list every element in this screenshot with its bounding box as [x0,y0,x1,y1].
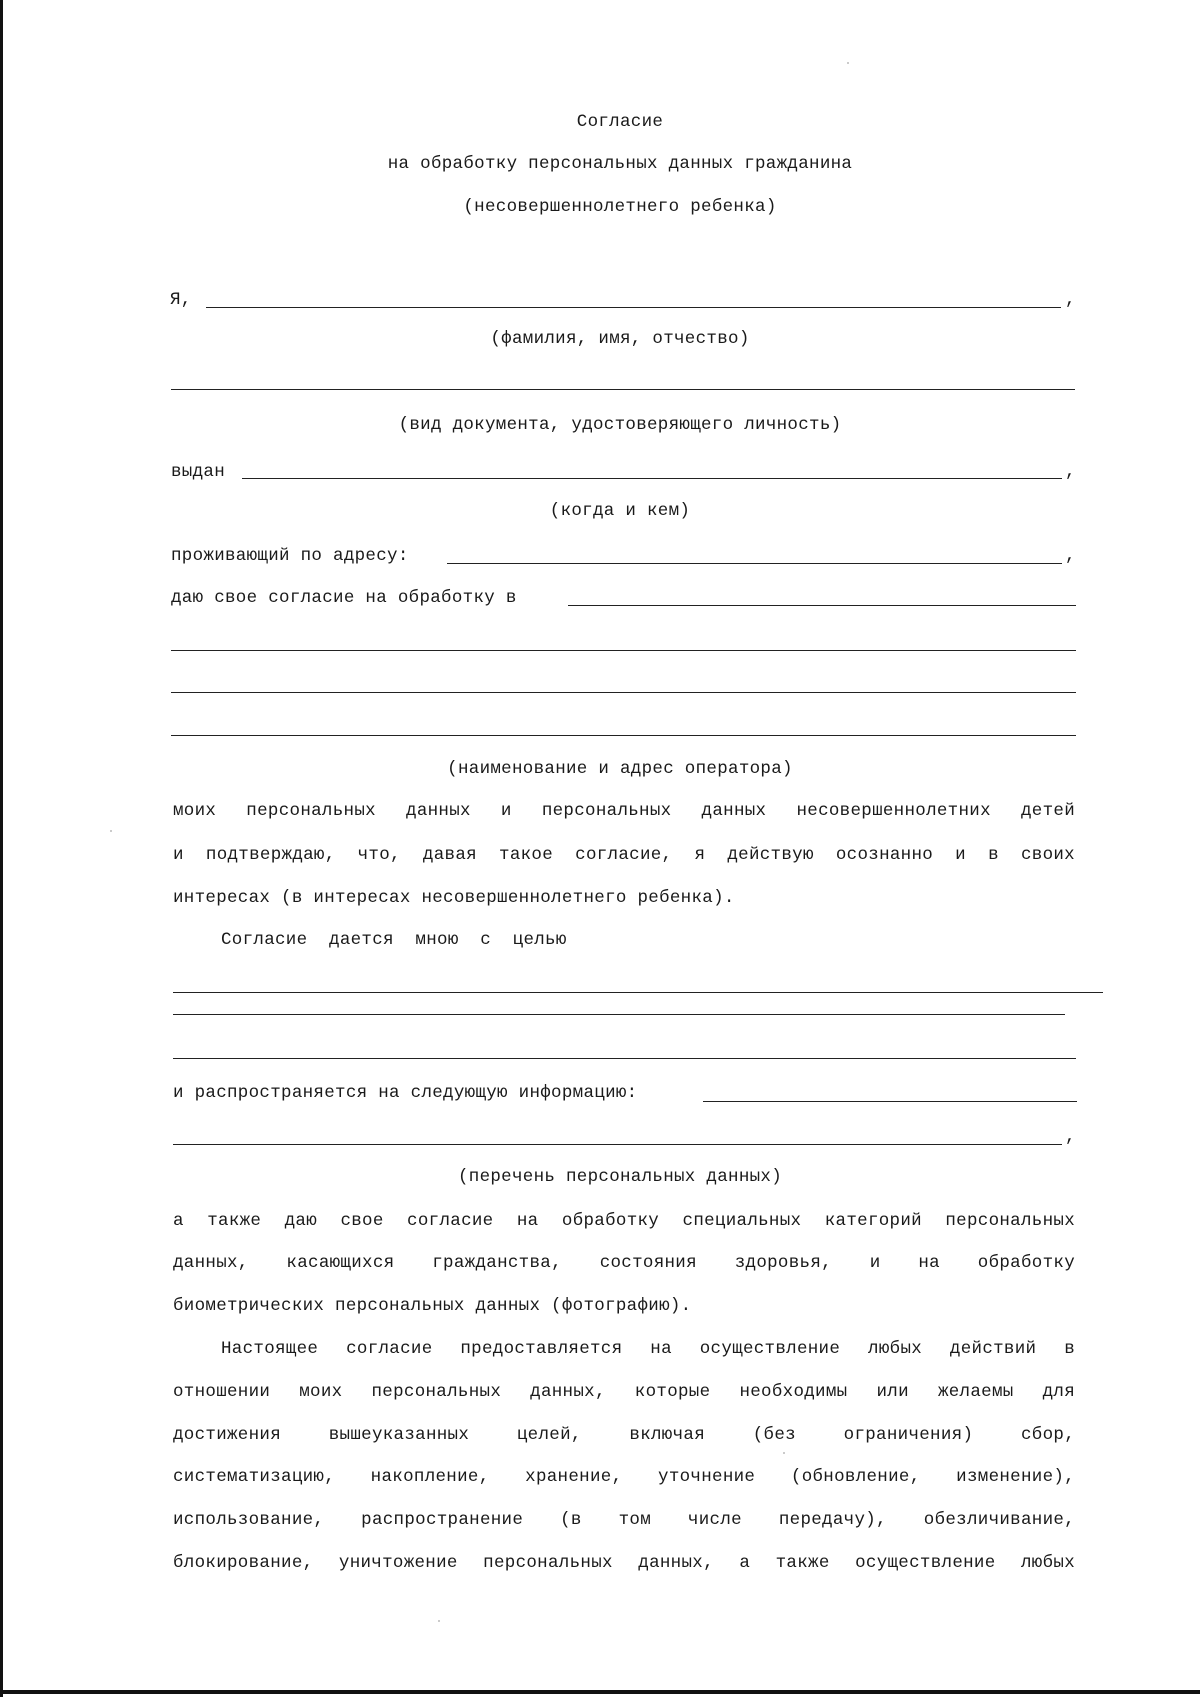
comma-info: , [1065,1127,1076,1147]
field-info-1[interactable] [703,1101,1077,1102]
field-purpose-3[interactable] [173,1058,1076,1059]
paragraph-3-line-4: систематизацию, накопление, хранение, уточнение (обновление, изменение), [173,1467,1075,1487]
field-operator-1[interactable] [568,605,1076,606]
label-issued: выдан [171,462,226,482]
field-info-2[interactable] [173,1144,1062,1145]
field-issued[interactable] [242,478,1062,479]
scan-speck [847,62,849,64]
hint-when: (когда и кем) [549,501,691,521]
comma-issued: , [1065,462,1076,482]
document-subtitle-child: (несовершеннолетнего ребенка) [463,197,777,217]
label-purpose: Согласие дается мною с целью [221,930,567,950]
label-info: и распространяется на следующую информацию: [173,1083,638,1103]
label-ya: Я, [170,290,192,310]
hint-fio: (фамилия, имя, отчество) [490,329,750,349]
scan-speck [110,830,112,832]
field-fio[interactable] [206,307,1061,308]
scan-border-left [0,0,3,1697]
scan-speck [438,1620,440,1622]
hint-operator: (наименование и адрес оператора) [447,759,793,779]
field-operator-3[interactable] [171,692,1076,693]
hint-data-list: (перечень персональных данных) [457,1167,783,1187]
comma-address: , [1065,546,1076,566]
hint-id-document: (вид документа, удостоверяющего личность) [398,415,842,435]
paragraph-3-line-1: Настоящее согласие предоставляется на осуществление любых действий в [221,1339,1075,1359]
field-operator-2[interactable] [171,650,1076,651]
paragraph-1-line-3: интересах (в интересах несовершеннолетнего ребенка). [173,888,735,908]
paragraph-3-line-6: блокирование, уничтожение персональных данных, а также осуществление любых [173,1553,1075,1573]
paragraph-3-line-3: достижения вышеуказанных целей, включая (без ограничения) сбор, [173,1425,1075,1445]
field-address[interactable] [447,563,1062,564]
paragraph-2-line-3: биометрических персональных данных (фотографию). [173,1296,692,1316]
paragraph-1-line-2: и подтверждаю, что, давая такое согласие, я действую осознанно и в своих [173,845,1075,865]
paragraph-2-line-2: данных, касающихся гражданства, состояния здоровья, и на обработку [173,1253,1075,1273]
field-id-document[interactable] [171,389,1075,390]
comma-fio: , [1065,290,1076,310]
field-operator-4[interactable] [171,735,1076,736]
field-purpose-2[interactable] [173,1014,1065,1015]
paragraph-3-line-2: отношении моих персональных данных, которые необходимы или желаемы для [173,1382,1075,1402]
label-address: проживающий по адресу: [171,546,409,566]
scan-border-bottom [0,1690,1200,1694]
scan-speck [783,1452,785,1454]
label-consent-to: даю свое согласие на обработку в [171,588,517,608]
paragraph-1-line-1: моих персональных данных и персональных данных несовершеннолетних детей [173,801,1075,821]
paragraph-3-line-5: использование, распространение (в том числе передачу), обезличивание, [173,1510,1075,1530]
field-purpose-1[interactable] [173,992,1103,993]
document-title: Согласие [576,112,664,132]
paragraph-2-line-1: а также даю свое согласие на обработку специальных категорий персональных [173,1211,1075,1231]
document-subtitle: на обработку персональных данных гражданина [387,154,853,174]
